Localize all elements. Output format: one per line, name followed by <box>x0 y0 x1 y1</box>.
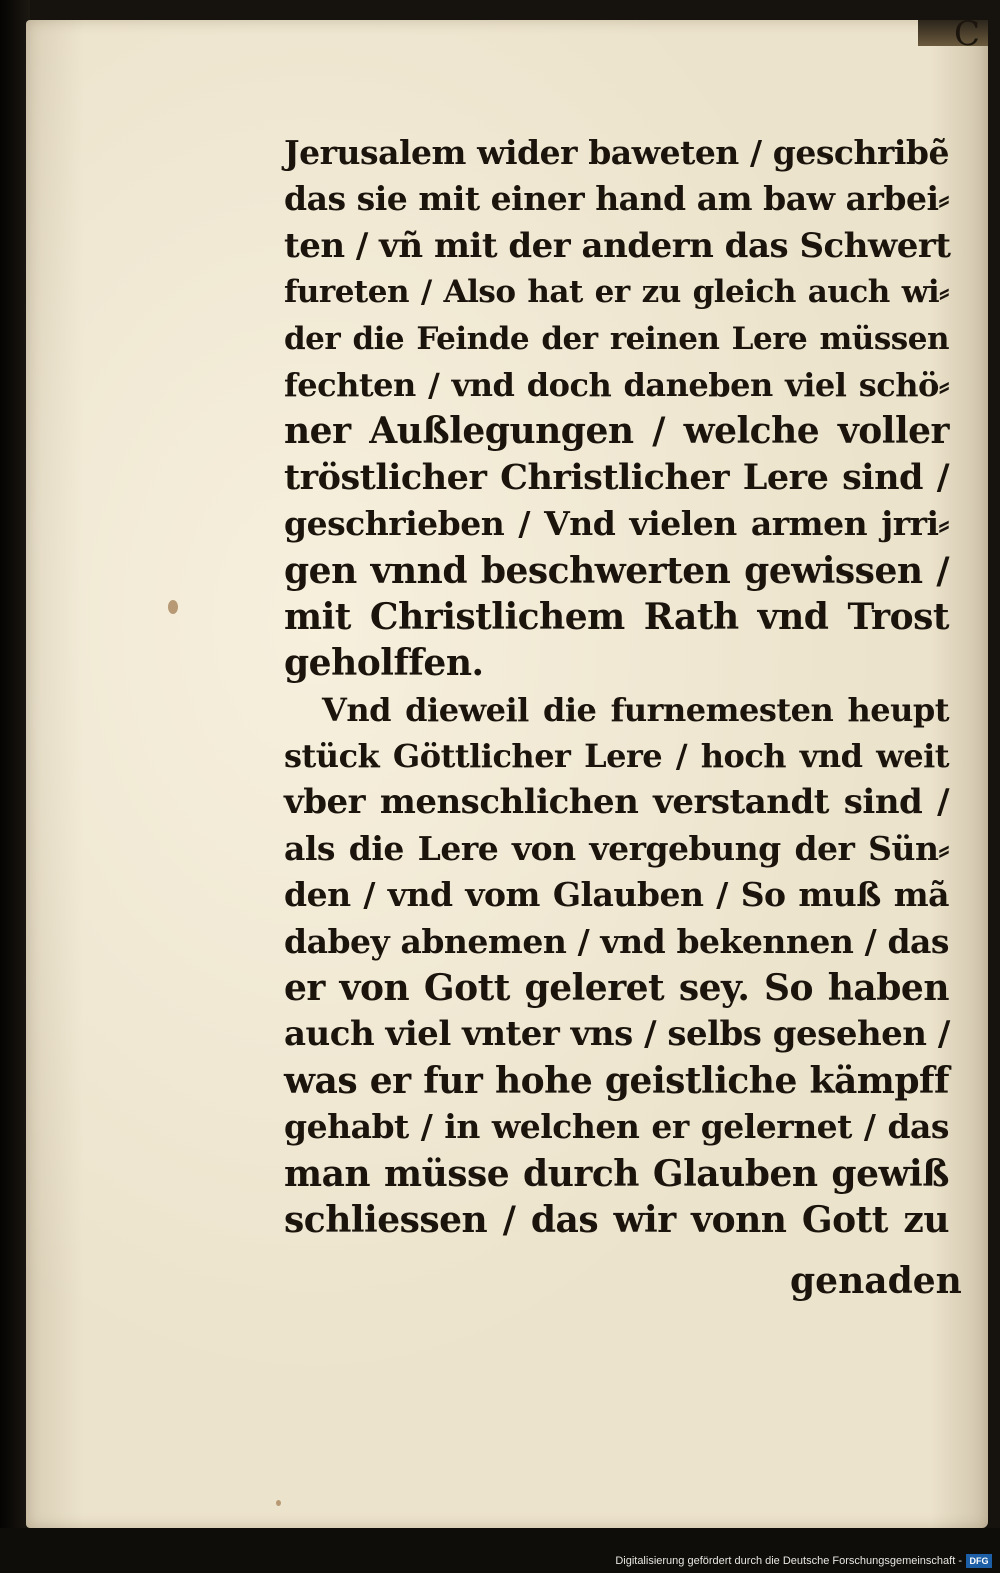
body-text <box>284 130 949 1243</box>
paper-stain <box>276 1500 281 1506</box>
text-line: was er fur hohe geistliche kämpff <box>284 1059 949 1102</box>
text-line: tröstlicher Christlicher Lere sind / <box>284 456 949 498</box>
text-line: gen vnnd beschwerten gewissen / <box>284 549 949 592</box>
text-line: gehabt / in welchen er gelernet / das <box>284 1107 949 1147</box>
text-line: das sie mit einer hand am baw arbei⸗ <box>284 179 949 219</box>
text-line: stück Göttlicher Lere / hoch vnd weit <box>284 737 949 776</box>
dfg-logo: DFG <box>966 1554 992 1568</box>
digitization-credit: Digitalisierung gefördert durch die Deutsche Forschungsgemeinschaft - <box>615 1555 962 1567</box>
text-line: als die Lere von vergebung der Sün⸗ <box>284 828 949 868</box>
text-line: Jerusalem wider baweten / geschribẽ <box>284 133 949 172</box>
text-line: fureten / Also hat er zu gleich auch wi⸗ <box>284 274 949 311</box>
text-line: Vnd dieweil die furnemesten heupt <box>322 690 949 729</box>
text-line: ten / vñ mit der andern das Schwert <box>284 225 951 266</box>
text-line: geholffen. <box>284 642 484 685</box>
text-line: den / vnd vom Glauben / So muß mã <box>284 875 949 915</box>
text-line: man müsse durch Glauben gewiß <box>284 1152 949 1195</box>
text-line: vber menschlichen verstandt sind / <box>284 782 949 823</box>
catchword: genaden <box>790 1260 962 1302</box>
text-line: mit Christlichem Rath vnd Trost <box>284 595 949 638</box>
text-line: auch viel vnter vns / selbs gesehen / <box>284 1014 950 1055</box>
text-line: geschrieben / Vnd vielen armen jrri⸗ <box>284 504 949 544</box>
text-line: fechten / vnd doch daneben viel schö⸗ <box>284 365 949 404</box>
text-line: der die Feinde der reinen Lere müssen <box>284 320 949 357</box>
text-line: dabey abnemen / vnd bekennen / das <box>284 921 949 961</box>
corner-mark: C <box>953 14 980 54</box>
paper-stain <box>168 600 178 614</box>
text-line: schliessen / das wir vonn Gott zu <box>284 1198 949 1241</box>
text-line: er von Gott geleret sey. So haben <box>284 967 949 1010</box>
text-line: ner Außlegungen / welche voller <box>284 410 949 453</box>
